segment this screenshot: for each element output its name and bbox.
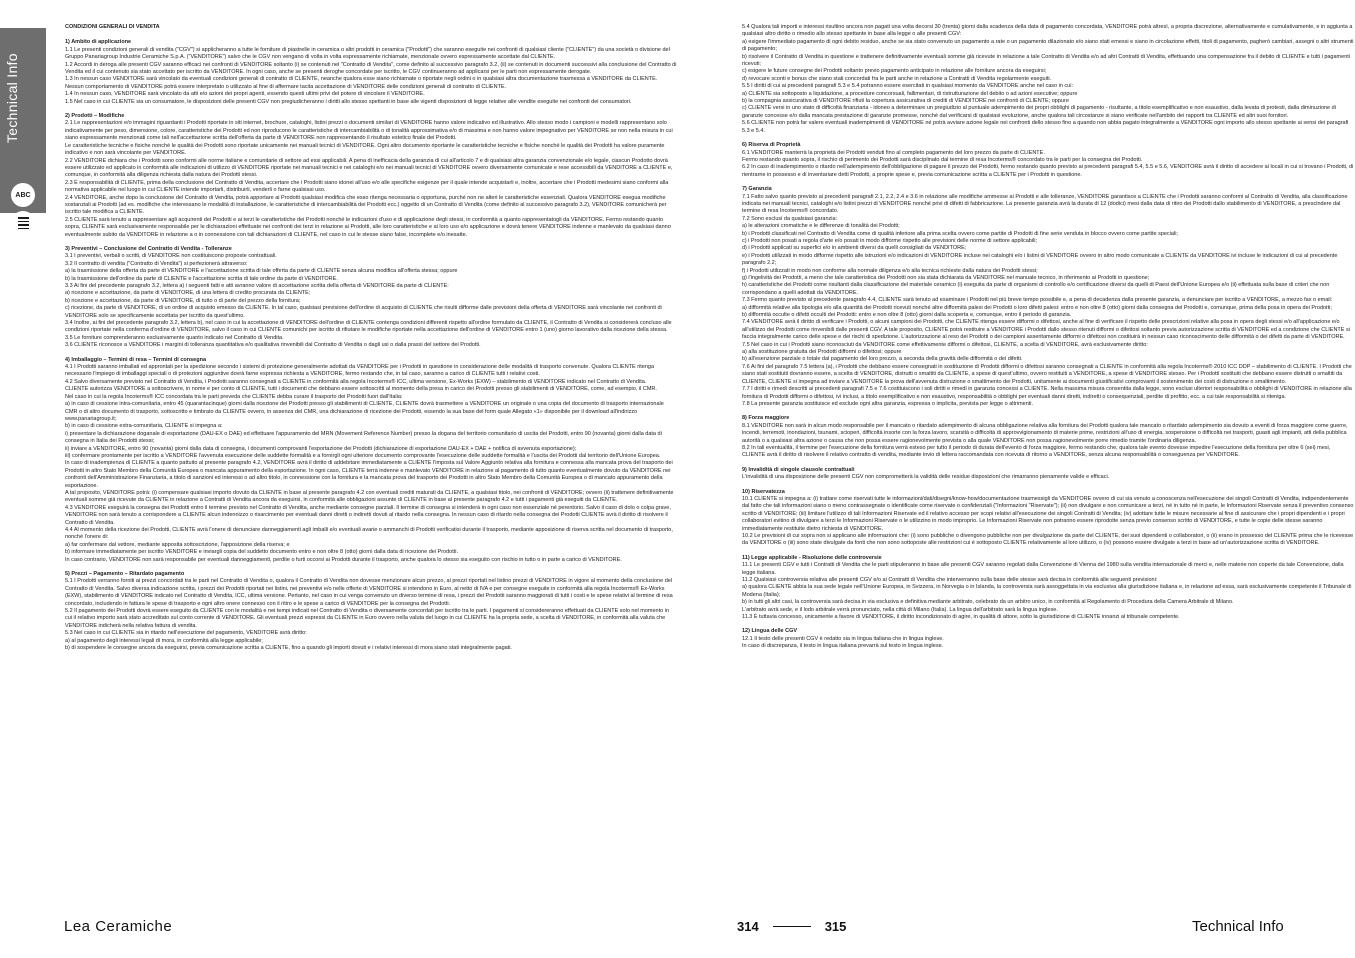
section-paragraph: h) caratteristiche dei Prodotti come risultanti dalla classificazione del materiale ceramico (i) eseguita da parte di organismi di controllo e/o certificazione diversi da quelli di Paesi dell'Unione Europea e/o (ii) effettuata sulla base di criteri che non corrispondano a quelli adottati da VENDITORE. — [742, 282, 1330, 296]
section-paragraph: f) i Prodotti utilizzati in modo non conforme alla normale diligenza e/o alla tecnica richieste dalla natura dei Prodotti stessi; — [742, 267, 1038, 274]
page-numbers — [737, 919, 846, 934]
sidebar-section-label: Technical Info — [4, 53, 20, 143]
terms-section — [65, 246, 677, 350]
section-paragraph: a) al pagamento degli interessi legali di mora, in conformità alla legge applicabile; — [65, 637, 263, 644]
section-paragraph: c) i Prodotti non posati a regola d'arte e/o posati in modo difforme rispetto alle previsioni delle norme di settore applicabili; — [742, 237, 1038, 244]
section-paragraph: 3.2 Il contratto di vendita ("Contratto di Vendita") si perfezionerà attraverso: — [65, 260, 248, 267]
terms-section — [742, 142, 1354, 179]
section-paragraph: 1.1 Le presenti condizioni generali di vendita ("CGV") si applicheranno a tutte le forniture di piastrelle in ceramica o altri prodotti in ceramica ("Prodotti") che saranno eseguite nei confronti di qualsiasi cliente ("CLIENTE") da una società o divisione del Gruppo Panariagroup Industrie Ceramiche S.p.A. ("VENDITORE") salvo che le CGV non vengano di volta in volta espressamente richiamate, menzionate ovvero espressamente accettate dal CLIENTE. — [65, 46, 670, 61]
section-paragraph: 2.1 Le rappresentazioni e/o immagini riguardanti i Prodotti riportate in siti internet, brochure, cataloghi, listini prezzi o documenti similari di VENDITORE hanno valore indicativo ed illustrativo. Allo stesso modo i campioni e modelli rappresentano solo indicativamente per peso, dimensione, colore, caratteristiche dei Prodotti ed non riproducono le caratteristiche di intercambiabilità o di tonalità approssimativa e/o di massima e non hanno valore impegnativo per VENDITORE se non nella misura in cui siano espressamente menzionati come tali nell'accettazione scritta dell'offerta da parte di VENDITORE non rappresentando il risultato estetico finale dei Prodotti. — [65, 120, 673, 142]
section-paragraph: 3.4 Inoltre, ai fini del precedente paragrafo 3.2, lettera b), nel caso in cui la accettazione di VENDITORE dell'ordine di CLIENTE contenga condizioni differenti rispetto all'ordine formulato da CLIENTE, il Contratto di Vendita si considererà concluso alle condizioni riportate nella conferma d'ordine di VENDITORE, salvo il caso in cui CLIENTE comunichi per iscritto di rifiutare le modifiche riportate nella accettazione dell'ordine di VENDITORE entro 1 (uno) giorno lavorativo dalla ricezione della stessa. — [65, 320, 672, 334]
section-paragraph: In caso di discrepanza, il testo in lingua italiana prevarrà sul testo in lingua inglese. — [742, 643, 944, 650]
section-paragraph: a) la trasmissione della offerta da parte di VENDITORE e l'accettazione scritta di tale offerta da parte di CLIENTE senza alcuna modifica all'offerta stessa; oppure — [65, 268, 458, 275]
section-paragraph: CLIENTE autorizza VENDITORE a sottoscrivere, in nome e per conto di CLIENTE, tutti i documenti che debbano essere sottoscritti al momento della presa in carico dei Prodotti presso gli stabilimenti di VENDITORE, come, ad esempio, il CMR. — [65, 386, 657, 393]
section-paragraph: L'invalidità di una disposizione delle presenti CGV non comprometterà la validità delle residue disposizioni che rimarranno pienamente valide e efficaci. — [742, 474, 1110, 481]
section-paragraph: Nel caso in cui la regola Incoterms® ICC concordata tra le parti preveda che CLIENTE debba curare il trasporto dei Prodotti fuori dall'Italia: — [65, 393, 403, 400]
section-paragraph: b) la trasmissione dell'ordine da parte di CLIENTE e l'accettazione scritta di tale ordine da parte di VENDITORE. — [65, 275, 338, 282]
terms-section — [742, 628, 1354, 650]
section-paragraph: 5.4 Qualora tali importi e interessi risultino ancora non pagati una volta decorsi 30 (trenta) giorni dalla scadenza della data di pagamento concordata, VENDITORE potrà altresì, a propria discrezione, alternativamente e cumulativamente, e in aggiunta a qualsiasi altro diritto o rimedio allo stesso spettante in base alla legge o alle presenti CGV: — [742, 24, 1353, 38]
section-paragraph: b) la compagnia assicurativa di VENDITORE rifiuti la copertura assicurativa di crediti di VENDITORE nei confronti di CLIENTE; oppure — [742, 98, 1069, 105]
section-paragraph: 5.1 I Prodotti verranno forniti ai prezzi concordati tra le parti nel Contratto di Vendita o, qualora il Contratto di Vendita non dovesse menzionare alcun prezzo, ai prezzi riportati nel listino prezzi di VENDITORE in vigore al momento della conclusione del Contratto di Vendita. Salvo diversa indicazione scritta, i prezzi dei Prodotti riportati nei listini, nei preventivi e/o nelle offerte di VENDITORE si intendono in Euro, al netto di IVA e per consegne eseguite in conformità alla regola Incoterms® Ex-Works (EXW), stabilimento di VENDITORE indicato nel Contratto di Vendita, ICC, ultima versione. Pertanto, nel caso in cui venga convenuto un diverso termine di resa, i prezzi dei Prodotti saranno maggiorati di tutti i costi e le spese relativi al termine di resa concordato, includendo in fattura le spese di trasporto e ogni altro onere connesso con il ritiro e le spese a carico di VENDITORE per la consegna dei Prodotti. — [65, 578, 673, 607]
section-paragraph: 8.2 In tali eventualità, il termine per l'esecuzione della fornitura verrà esteso per tutto il periodo di durata dell'evento di forza maggiore, fermo restando che, qualora tale evento dovesse impedire l'esecuzione della fornitura per oltre 6 (sei) mesi, CLIENTE avrà il diritto di risolvere il relativo contratto di vendita, mediante invio di lettera raccomandata con ricevuta di ritorno a VENDITORE, senza alcuna responsabilità o conseguenza per VENDITORE. — [742, 444, 1331, 459]
section-paragraph: 3.6 CLIENTE riconosce a VENDITORE i margini di tolleranza quantitativa e/o qualitativa rinvenibili dal Contratto di Vendita o dagli usi o dalla prassi del settore dei Prodotti. — [65, 342, 481, 349]
section-title: 4) Imballaggio – Termini di resa – Termini di consegna — [65, 356, 206, 363]
section-paragraph: 7.5 Nel caso in cui i Prodotti siano riconosciuti da VENDITORE come effettivamente difformi o difettosi, CLIENTE, a scelta di VENDITORE, avrà esclusivamente diritto: — [742, 341, 1148, 348]
section-title: 11) Legge applicabile - Risoluzione delle controversie — [742, 554, 882, 561]
right-page-column — [742, 24, 1354, 658]
terms-section — [65, 39, 677, 106]
section-paragraph: 10.1 CLIENTE si impegna a: (i) trattare come riservati tutte le informazioni/dati/disegni/know-how/documentazione trasmessigli da VENDITORE ovvero di cui sia venuto a conoscenza nell'esecuzione dei singoli Contratti di Vendita, indipendentemente dal fatto che tali informazioni siano o meno contrassegnate o identificate come riservate o confidenziali ("Informazioni "Riservate"); (ii) non divulgare e non comunicare a terzi, né in tutto né in parte, le Informazioni Riservate senza il preventivo consenso scritto di VENDITORE; (iii) limitare l'utilizzo di tali Informazioni Riservate ed il relativo accesso per scopi relativi all'esecuzione dei singoli Contratti di Vendita; (iv) adottare tutte le misure necessarie al fine di assicurare che i propri dipendenti e i propri collaboratori evitino di divulgare a terzi le Informazioni Riservate o le utilizzino in modo improprio. Le Informazioni Riservate non potranno essere riprodotte senza previo consenso scritto di VENDITORE, e tutte le copie delle stesse saranno immediatamente restituite dietro richiesta di VENDITORE. — [742, 495, 1354, 532]
section-paragraph: 6.1 VENDITORE manterrà la proprietà dei Prodotti venduti fino al completo pagamento del loro prezzo da parte di CLIENTE. — [742, 149, 1045, 156]
section-paragraph: g) l'ingelività dei Prodotti, a meno che tale caratteristica dei Prodotti non sia stata dichiarata da VENDITORE nel manuale tecnico, in riferimento ai Prodotti in questione; — [742, 275, 1150, 281]
terms-section — [742, 24, 1354, 135]
section-paragraph: b) in caso di cessione extra-comunitaria, CLIENTE si impegna a: — [65, 423, 223, 430]
section-paragraph: iii) confermare prontamente per iscritto a VENDITORE l'avvenuta esecuzione delle suddette formalità e a fornirgli ogni ulteriore documento comprovante l'esecuzione delle suddette formalità e l'uscita dei Prodotti dal territorio dell'Unione Europea. — [65, 452, 661, 459]
section-paragraph: d) i Prodotti applicati su superfici e/o in ambienti diversi da quelli consigliati da VENDITORE; — [742, 245, 967, 252]
section-paragraph: a) qualora CLIENTE abbia la sua sede legale nell'Unione Europea, in Svizzera, in Norvegia o in Islanda, la controversia sarà assoggettata in via esclusiva alla giurisdizione italiana e, in relazione ad essa, sarà esclusivamente competente il Tribunale di Modena (Italia); — [742, 584, 1352, 598]
section-paragraph: e) i Prodotti utilizzati in modo difforme rispetto alle istruzioni e/o indicazioni di VENDITORE incluse nei cataloghi e/o i listini di VENDITORE ovvero in altro modo comunicate a CLIENTE da VENDITORE ivi incluse le indicazioni di cui al precedente paragrafo 2.2; — [742, 252, 1338, 267]
section-paragraph: b) difformità occulte o difetti occulti dei Prodotti: entro e non oltre 8 (otto) giorni dalla scoperta e, comunque, entro il periodo di garanzia. — [742, 312, 1072, 319]
section-paragraph: 4.4 Al momento della ricezione dei Prodotti, CLIENTE avrà l'onere di denunciare danneggiamenti agli imballi e/o eventuali avarie o ammanchi di Prodotti verificatisi durante il trasporto, mediante apposizione di riserva scritta nel documento di trasporto, nonché l'onere di: — [65, 527, 673, 541]
section-paragraph: a) ricezione e accettazione, da parte di VENDITORE, di una lettera di credito procurata da CLIENTE; — [65, 290, 311, 297]
list-index-button[interactable] — [11, 211, 35, 235]
terms-section — [65, 357, 677, 564]
section-title: 12) Lingua delle CGV — [742, 628, 798, 635]
section-paragraph: b) i Prodotti classificati nel Contratto di Vendita come di qualità inferiore alla prima scelta ovvero come partite di Prodotti di fine serie venduta in blocco ovvero come partite speciali; — [742, 230, 1178, 237]
section-paragraph: 4.2 Salvo diversamente previsto nel Contratto di Vendita, i Prodotti saranno consegnati a CLIENTE in conformità alla regola Incoterms® ICC, ultima versione, Ex-Works (EXW) – stabilimento di VENDITORE indicato nel Contratto di Vendita. — [65, 378, 647, 385]
section-paragraph: 7.7 I diritti e rimedi descritti ai precedenti paragrafi 7.5 e 7.6 costituiscono i soli diritti e rimedi in garanzia concessi a CLIENTE. Nella massima misura consentita dalla legge, sono esclusi ulteriori responsabilità o obblighi di VENDITORE in relazione alla fornitura di Prodotti difformi o difettosi, ivi inclusi, a titolo esemplificativo e non esaustivo, responsabilità o obblighi per eventuali danni diretti, indiretti o consequenziali, perdite di profitto, ecc. a cui tale responsabilità si riteniga. — [742, 386, 1352, 400]
section-paragraph: 10.2 Le previsioni di cui sopra non si applicano alle informazioni che: (i) sono pubbliche o divengono pubbliche non per divulgazione da parte del CLIENTE, dei suoi dipendenti o collaboratori, o (ii) erano in possesso del CLIENTE prima che le ricevesse da VENDITORE o (iii) sono state divulgate da fonti che non sono sottoposte alle restrizioni cui è sottoposto CLIENTE relativamente al loro utilizzo, o (iv) possono essere divulgate a terzi in base ad un'autorizzazione scritta di VENDITORE. — [742, 533, 1354, 547]
section-paragraph: 8.1 VENDITORE non sarà in alcun modo responsabile per il mancato o ritardato adempimento di alcuna obbligazione relativa alla fornitura dei Prodotti qualora tale mancato o ritardato adempimento sia dovuto a eventi di forza maggiore come guerre, incendi, terremoti, inondazioni, tsunami, scioperi, difficoltà insorte con la forza lavoro, scarsità o difficoltà di approvvigionamento di materie prime, restrizioni all'uso di energia, sospensione o difficoltà nei trasporti, guasti agli impianti, atti della pubblica autorità o a qualsiasi altra azione o causa che non possa essere ragionevolmente prevista o alla quale VENDITORE non possa ragionevolmente porre rimedio tramite l'ordinaria diligenza. — [742, 422, 1348, 444]
index-label: INDEX — [10, 302, 33, 309]
section-paragraph: a) difformità relative alla tipologia e/o alla quantità dei Prodotti ricevuti nonché altre difformità palesi dei Prodotti o loro difetti palesi: entro e non oltre 8 (otto) giorni dalla consegna dei Prodotti e, comunque, prima della posa in opera dei Prodotti; — [742, 304, 1332, 311]
footer-section-label: Technical Info — [1192, 918, 1284, 935]
section-paragraph: In caso di inadempienza di CLIENTE a quanto pattuito al presente paragrafo 4.2, VENDITORE avrà il diritto di addebitare immediatamente a CLIENTE l'imposta sul Valore Aggiunto relativa alla fornitura e connessa alla mancata prova del trasporto dei Prodotti in altro Stato Membro della Comunità Europea o mancata appuramento della esportazione. In ogni caso, CLIENTE terrà indenne e manlevato VENDITORE in relazione al pagamento di tutto quanto eventualmente dovuto da VENDITORE nei confronti dell'Amministrazione Finanziaria, a titolo di sanzioni ed interessi o ad altro titolo, in connessione con la fornitura e la mancata prova del trasporto dei Prodotti in altro Stato Membro della Comunità Europea o di mancato appuramento della esportazione. — [65, 460, 673, 489]
section-paragraph: 4.1 I Prodotti saranno imballati ed approntati per la spedizione secondo i sistemi di protezione generalmente adottati da VENDITORE per i Prodotti in questione in considerazione delle modalità di trasporto convenute. Qualora CLIENTE ritenga necessario l'impiego di imballaggi speciali o di protezioni aggiuntive dovrà farne espressa richiesta a VENDITORE, fermo restando che, in tal caso, saranno a carico di CLIENTE tutti i relativi costi. — [65, 364, 655, 378]
section-paragraph: c) ricezione, da parte di VENDITORE, di un ordine di acquisto emesso da CLIENTE. In tal caso, qualsiasi previsione dell'ordine di acquisto di CLIENTE che risulti difforme dalle previsioni della offerta di VENDITORE sarà vincolante nei confronti di VENDITORE solo se specificamente accettata per iscritto da quest'ultimo. — [65, 305, 662, 319]
section-paragraph: 1.3 In nessun caso VENDITORE sarà vincolato da eventuali condizioni generali di contratto di CLIENTE, neanche qualora esse siano richiamate o riportate negli ordini o in qualsiasi altra documentazione trasmessa a VENDITORE da CLIENTE. Nessun comportamento di VENDITORE potrà essere interpretato o utilizzato al fine di affermare tacita accettazione di VENDITORE delle condizioni generali di contratto di CLIENTE. — [65, 76, 658, 90]
section-paragraph: Fermo restando quanto sopra, il rischio di perimento dei Prodotti sarà disciplinato dal termine di resa Incoterms® concordato tra le parti per la consegna dei Prodotti. — [742, 156, 1143, 163]
section-paragraph: 11.3 È tuttavia concesso, unicamente a favore di VENDITORE, il diritto incondizionato di agire, in qualità di attore, sotto la giurisdizione di CLIENTE innanzi al tribunale competente. — [742, 614, 1180, 621]
section-paragraph: 7.3 Fermo quanto previsto al precedente paragrafo 4.4, CLIENTE sarà tenuto ad esaminare i Prodotti nel più breve tempo possibile e, a pena di decadenza dalla presente garanzia, a denunciare per iscritto a VENDITORE, a mezzo fax o email: — [742, 297, 1333, 304]
section-paragraph: 4.3 VENDITORE eseguirà la consegna dei Prodotti entro il termine previsto nel Contratto di Vendita, anche mediante consegne parziali. Il termine di consegna si intenderà in ogni caso non essenziale né perentorio. Salvo il caso di dolo o colpa grave, VENDITORE non sarà tenuto a corrispondere a CLIENTE alcun indennizzo o risarcimento per eventuali danni diretti o indiretti dovuti al ritardo nella consegna. In nessun caso di ritardo nella consegna dei Prodotti CLIENTE avrà il diritto di risolvere il Contratto di Vendita. — [65, 504, 671, 526]
section-paragraph: 2.2 VENDITORE dichiara che i Prodotti sono conformi alle norme italiane e comunitarie di settore ad essi applicabili. A pena di inefficacia della garanzia di cui all'articolo 7 e di qualsiasi altra garanzia convenzionale e/o legale, ciascun Prodotto dovrà essere utilizzato ed applicato in conformità alle indicazioni di utilizzo di VENDITORE riportate nei manuali tecnici e nei cataloghi e/o nei manuali tecnici di VENDITORE ovvero diversamente comunicate e rese accessibili da VENDITORE a CLIENTE e, comunque, in conformità alla diligenza richiesta dalla natura dei Prodotti stessi. — [65, 157, 673, 179]
section-paragraph: 7.1 Fatto salvo quanto previsto ai precedenti paragrafi 2.1, 2.2, 2.4 e 3.6 in relazione alle modifiche ammesse ai Prodotti e alle tolleranze, VENDITORE garantisce a CLIENTE che i Prodotti saranno conformi al Contratto di Vendita, alla classificazione indicata nei manuali tecnici, cataloghi e/o listini prezzi di VENDITORE nonché privi di difetti di fabbricazione. La presente garanzia avrà la durata di 12 (dodici) mesi dalla data di ritiro dei Prodotti dallo stabilimento di VENDITORE, a prescindere dal termine di resa Incoterms® concordato. — [742, 193, 1348, 215]
section-title: 5) Prezzi – Pagamento – Ritardato pagamento — [65, 571, 185, 578]
terms-section — [742, 415, 1354, 459]
section-paragraph: 7.4 VENDITORE avrà il diritto di verificare i Prodotti, o alcuni campioni dei Prodotti, che CLIENTE ritenga essere difformi o difettosi, anche al fine di verificare il rispetto delle prescrizioni relative alla posa in opera degli stessi e/o all'applicazione e/o all'utilizzo dei Prodotti come rinvenibili dalle presenti CGV. A tale proposito, CLIENTE potrà restituire a VENDITORE i Prodotti dallo stesso ritenuti difformi o difettosi soltanto previa autorizzazione scritta di VENDITORE ed a condizione che CLIENTE si faccia integralmente carico delle spese e dei rischi di spedizione. L'autorizzazione al reso dei Prodotti o dei campioni asseritamente difformi o difettosi non costituirà in nessun caso riconoscimento delle difformità o dei difetti da parte di VENDITORE. — [742, 319, 1350, 341]
section-paragraph: 12.1 Il testo delle presenti CGV è redatto sia in lingua italiana che in lingua inglese. — [742, 635, 944, 642]
section-paragraph: A tal proposito, VENDITORE potrà: (i) compensare qualsiasi importo dovuto da CLIENTE in base al presente paragrafo 4.2 con eventuali crediti maturati da CLIENTE, a qualsiasi titolo, nei confronti di VENDITORE; ovvero (ii) trattenere definitivamente eventuali somme già ricevute da CLIENTE in relazione a Contratti di Vendita ancora da eseguirsi, in conformità alle obbligazioni assunte di CLIENTE in base al presente paragrafo 4.2 e tutti i pagamenti già eseguiti da CLIENTE. — [65, 489, 674, 504]
terms-section — [742, 489, 1354, 548]
section-paragraph: 2.4 VENDITORE, anche dopo la conclusione del Contratto di Vendita, potrà apportare ai Prodotti qualsiasi modifica che esso ritenga necessaria o opportuna, purché non ne alteri le caratteristiche essenziali. Qualora VENDITORE esegua modifiche sostanziali ai Prodotti (ad es. modifiche che interessano le modalità di installazione, le caratteristiche di intercambiabilità dei Prodotti ecc.) oggetto di un Contratto di Vendita (come definito al successivo paragrafo 3.2), VENDITORE comunicherà per iscritto tale modifica a CLIENTE. — [65, 194, 667, 216]
section-paragraph: 2.3 È responsabilità di CLIENTE, prima della conclusione del Contratto di Vendita, accertare che i Prodotti siano idonei all'uso e/o alle specifiche esigenze per il quale intende acquistarli e, inoltre, accertare che i Prodotti medesimi siano conformi alla normativa applicabile nel luogo in cui CLIENTE intende importarli, distribuirli, venderli o farne qualsiasi uso. — [65, 179, 669, 194]
section-paragraph: a) CLIENTE sia sottoposto a liquidazione, a procedure concorsuali, fallimentari, di ristrutturazione del debito o ad azioni esecutive; oppure — [742, 90, 1078, 97]
section-paragraph: 7.2 Sono esclusi da qualsiasi garanzia: — [742, 215, 838, 222]
section-title: 2) Prodotti – Modifiche — [65, 113, 125, 120]
section-paragraph: 7.6 Ai fini del paragrafo 7.5 lettera (a), i Prodotti che debbano essere consegnati in sostituzione di Prodotti difformi o difettosi saranno consegnati a CLIENTE in conformità alla regola Incoterms® 2010 ICC DDP – stabilimento di CLIENTE. I Prodotti che siano stati sostituiti dovranno essere, a scelta di VENDITORE, distrutti o smaltiti da CLIENTE, a spese di quest'ultimo, ovvero restituiti a VENDITORE, a spese di VENDITORE stesso. Per i Prodotti sostituiti che debbano essere distrutti o smaltiti da CLIENTE, CLIENTE si impegna ad inviare a VENDITORE la prova dell'avvenuta distruzione o smaltimento dei Prodotti, unitamente ai documenti giustificativi comprovanti il sostenimento dei costi di distruzione o smaltimento. — [742, 363, 1352, 385]
section-paragraph: 5.6 CLIENTE non potrà far valere eventuali inadempimenti di VENDITORE né potrà avviare azione legale nei confronti dello stesso fino a quando non abbia pagato integralmente a VENDITORE ogni importo allo stesso spettante ai sensi dei paragrafi 5.3 e 5.4. — [742, 120, 1349, 134]
section-paragraph: 1.2 Accordi in deroga alle presenti CGV saranno efficaci nei confronti di VENDITORE soltanto (i) se contenuti nel "Contratto di Vendita", come definito al successivo paragrafo 3.2, (ii) se contenuti in documenti successivi alla conclusione del Contratto di Vendita ed il cui contenuto sia stato accettato per iscritto da VENDITORE. In ogni caso, anche se presenti deroghe concordate per iscritto, le CGV continueranno ad applicarsi per le parti non espressamente derogate. — [65, 61, 677, 76]
section-paragraph: 11.2 Qualsiasi controversia relativa alle presenti CGV e/o ai Contratti di Vendita che interverranno sulla base delle stesse sarà decisa in conformità alle seguenti previsioni: — [742, 577, 1158, 584]
brand-name: Lea Ceramiche — [64, 918, 173, 935]
section-title: 1) Ambito di applicazione — [65, 39, 132, 46]
abc-icon: ABC — [15, 191, 31, 199]
section-paragraph: a) le alterazioni cromatiche e le differenze di tonalità dei Prodotti; — [742, 223, 900, 230]
section-paragraph: i) presentare la dichiarazione doganale di esportazione (DAU-EX o DAE) ed effettuare l'appuramento del MRN (Movement Reference Number) presso la dogana del territorio comunitario di uscita dei Prodotti, entro 90 (novanta) giorni dalla data di consegna in Italia dei Prodotti stessi; — [65, 430, 662, 445]
section-paragraph: 5.2 Il pagamento dei Prodotti dovrà essere eseguito da CLIENTE con le modalità e nei tempi indicati nel Contratto di Vendita o diversamente concordati per iscritto tra le parti. I pagamenti si considereranno effettuati da CLIENTE solo nel momento in cui il relativo importo sarà stato accreditato sul conto corrente di VENDITORE. Gli eventuali prezzi espressi da CLIENTE in Euro ovvero nella valuta del luogo in cui CLIENTE ha la propria sede, a scelta di VENDITORE, in conformità alla valuta che VENDITORE indicherà nella relativa fattura di vendita. — [65, 608, 670, 629]
section-title: 3) Preventivi – Conclusione del Contratto di Vendita - Tolleranze — [65, 245, 232, 252]
terms-section — [742, 467, 1354, 482]
section-paragraph: 7.8 La presente garanzia sostituisce ed esclude ogni altra garanzia, espressa o implicita, prevista per legge o altrimenti. — [742, 400, 1034, 407]
section-paragraph: c) CLIENTE versi in uno stato di difficoltà finanziaria - idoneo a determinare un pregiudizio al puntuale adempimento dei propri obblighi di pagamento - risultante, a titolo esemplificativo e non esaustivo, dalla levata di protesti, dalla diminuzione di garanzie concesse e/o dalla mancata prestazione di garanzie promesse, nonché dal verificarsi di qualsiasi evoluzione, anche qualora tali circostanze si siano verificate nell'ambito dei rapporti tra CLIENTE ed altri suoi fornitori. — [742, 105, 1336, 119]
page-number-right: 315 — [824, 919, 847, 934]
section-paragraph: b) di sospendere le consegne ancora da eseguirsi, previa comunicazione scritta a CLIENTE, fino a quando gli importi dovuti e i relativi interessi di mora siano stati integralmente pagati. — [65, 645, 512, 652]
section-paragraph: 1.4 In nessun caso, VENDITORE sarà vincolato da atti e/o azioni dei propri agenti, essendo questi ultimi privi del potere di vincolare il VENDITORE. — [65, 91, 425, 98]
terms-section — [65, 113, 677, 239]
section-paragraph: L'arbitrato avrà sede, e il lodo arbitrale verrà pronunciato, nella città di Milano (Italia). La lingua dell'arbitrato sarà la lingua inglese. — [742, 606, 1058, 613]
section-paragraph: a) alla sostituzione gratuita dei Prodotti difformi o difettosi; oppure — [742, 349, 902, 356]
section-paragraph: b) in tutti gli altri casi, la controversia sarà decisa in via esclusiva e definitiva mediante arbitrato, celebrato da un arbitro unico, in conformità al Regolamento di Procedura della Camera Arbitrale di Milano. — [742, 599, 1234, 606]
section-paragraph: ii) inviare a VENDITORE, entro 90 (novanta) giorni dalla data di consegna, i documenti comprovanti l'esportazione dei Prodotti (dichiarazione di esportazione DAU-EX + DAE + notifica di avvenuta esportazione); — [65, 445, 577, 452]
section-title: 6) Riserva di Proprietà — [742, 142, 801, 149]
section-title: 8) Forza maggiore — [742, 415, 790, 422]
section-paragraph: 1.5 Nel caso in cui CLIENTE sia un consumatore, le disposizioni delle presenti CGV non pregiudicheranno i diritti allo stesso spettanti in base alle vigenti disposizioni di legge relative alle vendite eseguite nei confronti dei consumatori. — [65, 98, 632, 105]
page-number-left: 314 — [737, 919, 759, 934]
section-paragraph: b) informare immediatamente per iscritto VENDITORE e inviargli copia del suddetto documento entro e non oltre 8 (otto) giorni dalla data di ricezione dei Prodotti. — [65, 549, 459, 556]
section-paragraph: b) ricezione e accettazione, da parte di VENDITORE, di tutto o di parte del prezzo della fornitura; — [65, 297, 301, 304]
sidebar — [0, 28, 46, 309]
terms-section — [742, 555, 1354, 622]
arrow-up-icon — [18, 297, 24, 301]
abc-index-button[interactable] — [11, 183, 35, 207]
section-paragraph: 3.1 I preventivi, verbali o scritti, di VENDITORE non costituiscono proposte contrattuali. — [65, 253, 277, 260]
section-paragraph: 2.5 CLIENTE sarà tenuto a rappresentare agli acquirenti dei Prodotti e ai terzi le caratteristiche dei Prodotti nonché le indicazioni d'uso e di applicazione degli stessi, in conformità a quanto rappresentatogli da VENDITORE. Fermo restando quanto sopra, CLIENTE sarà esclusivamente responsabile per le dichiarazioni effettuate nei confronti dei terzi in relazione ai Prodotti, alle loro caratteristiche e ai loro uso e/o applicazione e dovrà tenere VENDITORE indenne e manlevato da qualsiasi danno eventualmente subito da VENDITORE in relazione a o in connessione con tali dichiarazioni di CLIENTE, nel caso in cui le stesse siano false, incomplete e/o inesatte. — [65, 216, 671, 238]
section-paragraph: 11.1 Le presenti CGV e tutti i Contratti di Vendita che le parti stipuleranno in base alle presenti CGV saranno regolati dalla Convenzione di Vienna del 1980 sulla vendita internazionale di merci e, nelle materie non coperte da tale Convenzione, dalla legge italiana. — [742, 562, 1344, 576]
section-title: 9) Invalidità di singole clausole contrattuali — [742, 466, 855, 473]
section-paragraph: 5.3 Nel caso in cui CLIENTE sia in ritardo nell'esecuzione del pagamento, VENDITORE avrà diritto: — [65, 630, 307, 637]
section-paragraph: a) esigere l'immediato pagamento di ogni debito residuo, anche se sia stato convenuto un pagamento a rate o un pagamento dilazionato e/o siano stati emessi e siano in circolazione effetti, titoli di pagamento, pagherò cambiari, assegni o altri strumenti di pagamento; — [742, 38, 1354, 53]
section-paragraph: c) esigere le future consegne dei Prodotti soltanto previo pagamento anticipato in relazione alle forniture ancora da eseguirsi; — [742, 68, 1047, 75]
section-paragraph: a) in caso di cessione intra-comunitaria, entro 45 (quarantacinque) giorni dalla ricezione dei Prodotti presso gli stabilimenti di CLIENTE, CLIENTE dovrà trasmettere a VENDITORE un originale o una copia del documento di trasporto internazionale CMR o di altro documento di trasporto, sottoscritto e timbrato da CLIENTE ovvero, in assenza del CMR, una dichiarazione di ricezione dei Prodotti, essendo la sua base del form quale Allegato «1» disponibile per il download all'indirizzo www.panariagroup.it; — [65, 401, 664, 422]
section-paragraph: b) risolvere il Contratto di Vendita in questione e trattenere definitivamente eventuali somme già ricevute in relazione a tale Contratto di Vendita e/o ad altri Contratti di Vendita, effettuando una compensazione fra il debito di CLIENTE e tutti i pagamenti ricevuti; — [742, 53, 1351, 68]
section-paragraph: b) all'esenzione parziale o totale dal pagamento del loro prezzo, a seconda della gravità delle difformità o dei difetti. — [742, 356, 1023, 363]
section-title: 7) Garanzia — [742, 186, 772, 193]
section-paragraph: 3.3 Ai fini del precedente paragrafo 3.2, lettera a) i seguenti fatti e atti avranno valore di accettazione scritta della offerta di VENDITORE da parte di CLIENTE: — [65, 283, 449, 289]
section-paragraph: 5.5 I diritti di cui ai precedenti paragrafi 5.3 e 5.4 potranno essere esercitati in qualsiasi momento da VENDITORE anche nel caso in cui: — [742, 83, 1073, 90]
page-divider — [773, 926, 811, 927]
section-paragraph: 3.5 Le forniture comprenderanno esclusivamente quanto indicato nel Contratto di Vendita. — [65, 334, 284, 341]
section-paragraph: a) far confermare dal vettore, mediante apposita sottoscrizione, l'apposizione della riserva; e — [65, 541, 290, 548]
list-icon — [18, 217, 29, 229]
terms-section — [65, 571, 677, 652]
document-title: CONDIZIONI GENERALI DI VENDITA — [65, 24, 160, 30]
section-title: 10) Riservatezza — [742, 488, 785, 495]
section-paragraph: Le caratteristiche tecniche e fisiche nonché le qualità dei Prodotti sono riportate unicamente nei manuali tecnici di VENDITORE. Ogni altro documento riportante le caratteristiche tecniche e fisiche nonché le qualità dei Prodotti ha valore puramente indicativo e non sarà vincolante per VENDITORE. — [65, 142, 665, 157]
section-paragraph: In caso contrario, VENDITORE non sarà responsabile per eventuali danneggiamenti, perdite o furti occorsi ai Prodotti durante il trasporto, anche qualora lo stesso sia eseguito con rischio in tutto o in parte a carico di VENDITORE. — [65, 556, 622, 563]
section-paragraph: d) revocare sconti e bonus che siano stati concordati fra le parti anche in relazione a Contratti di Vendita regolarmente eseguiti. — [742, 75, 1052, 82]
left-page-column — [65, 24, 677, 660]
terms-section — [742, 186, 1354, 408]
section-paragraph: 6.2 In caso di inadempimento o ritardo nell'adempimento dell'obbligazione di pagare il prezzo dei Prodotti, fermo restando quanto previsto ai precedenti paragrafi 5.4, 5.5 e 5.6, VENDITORE avrà il diritto di accedere ai locali in cui si trovano i Prodotti, di rientrarne in possesso e di inventariare detti Prodotti, a proprie spese e, previa comunicazione scritta a CLIENTE per i Prodotti in questione. — [742, 164, 1354, 178]
